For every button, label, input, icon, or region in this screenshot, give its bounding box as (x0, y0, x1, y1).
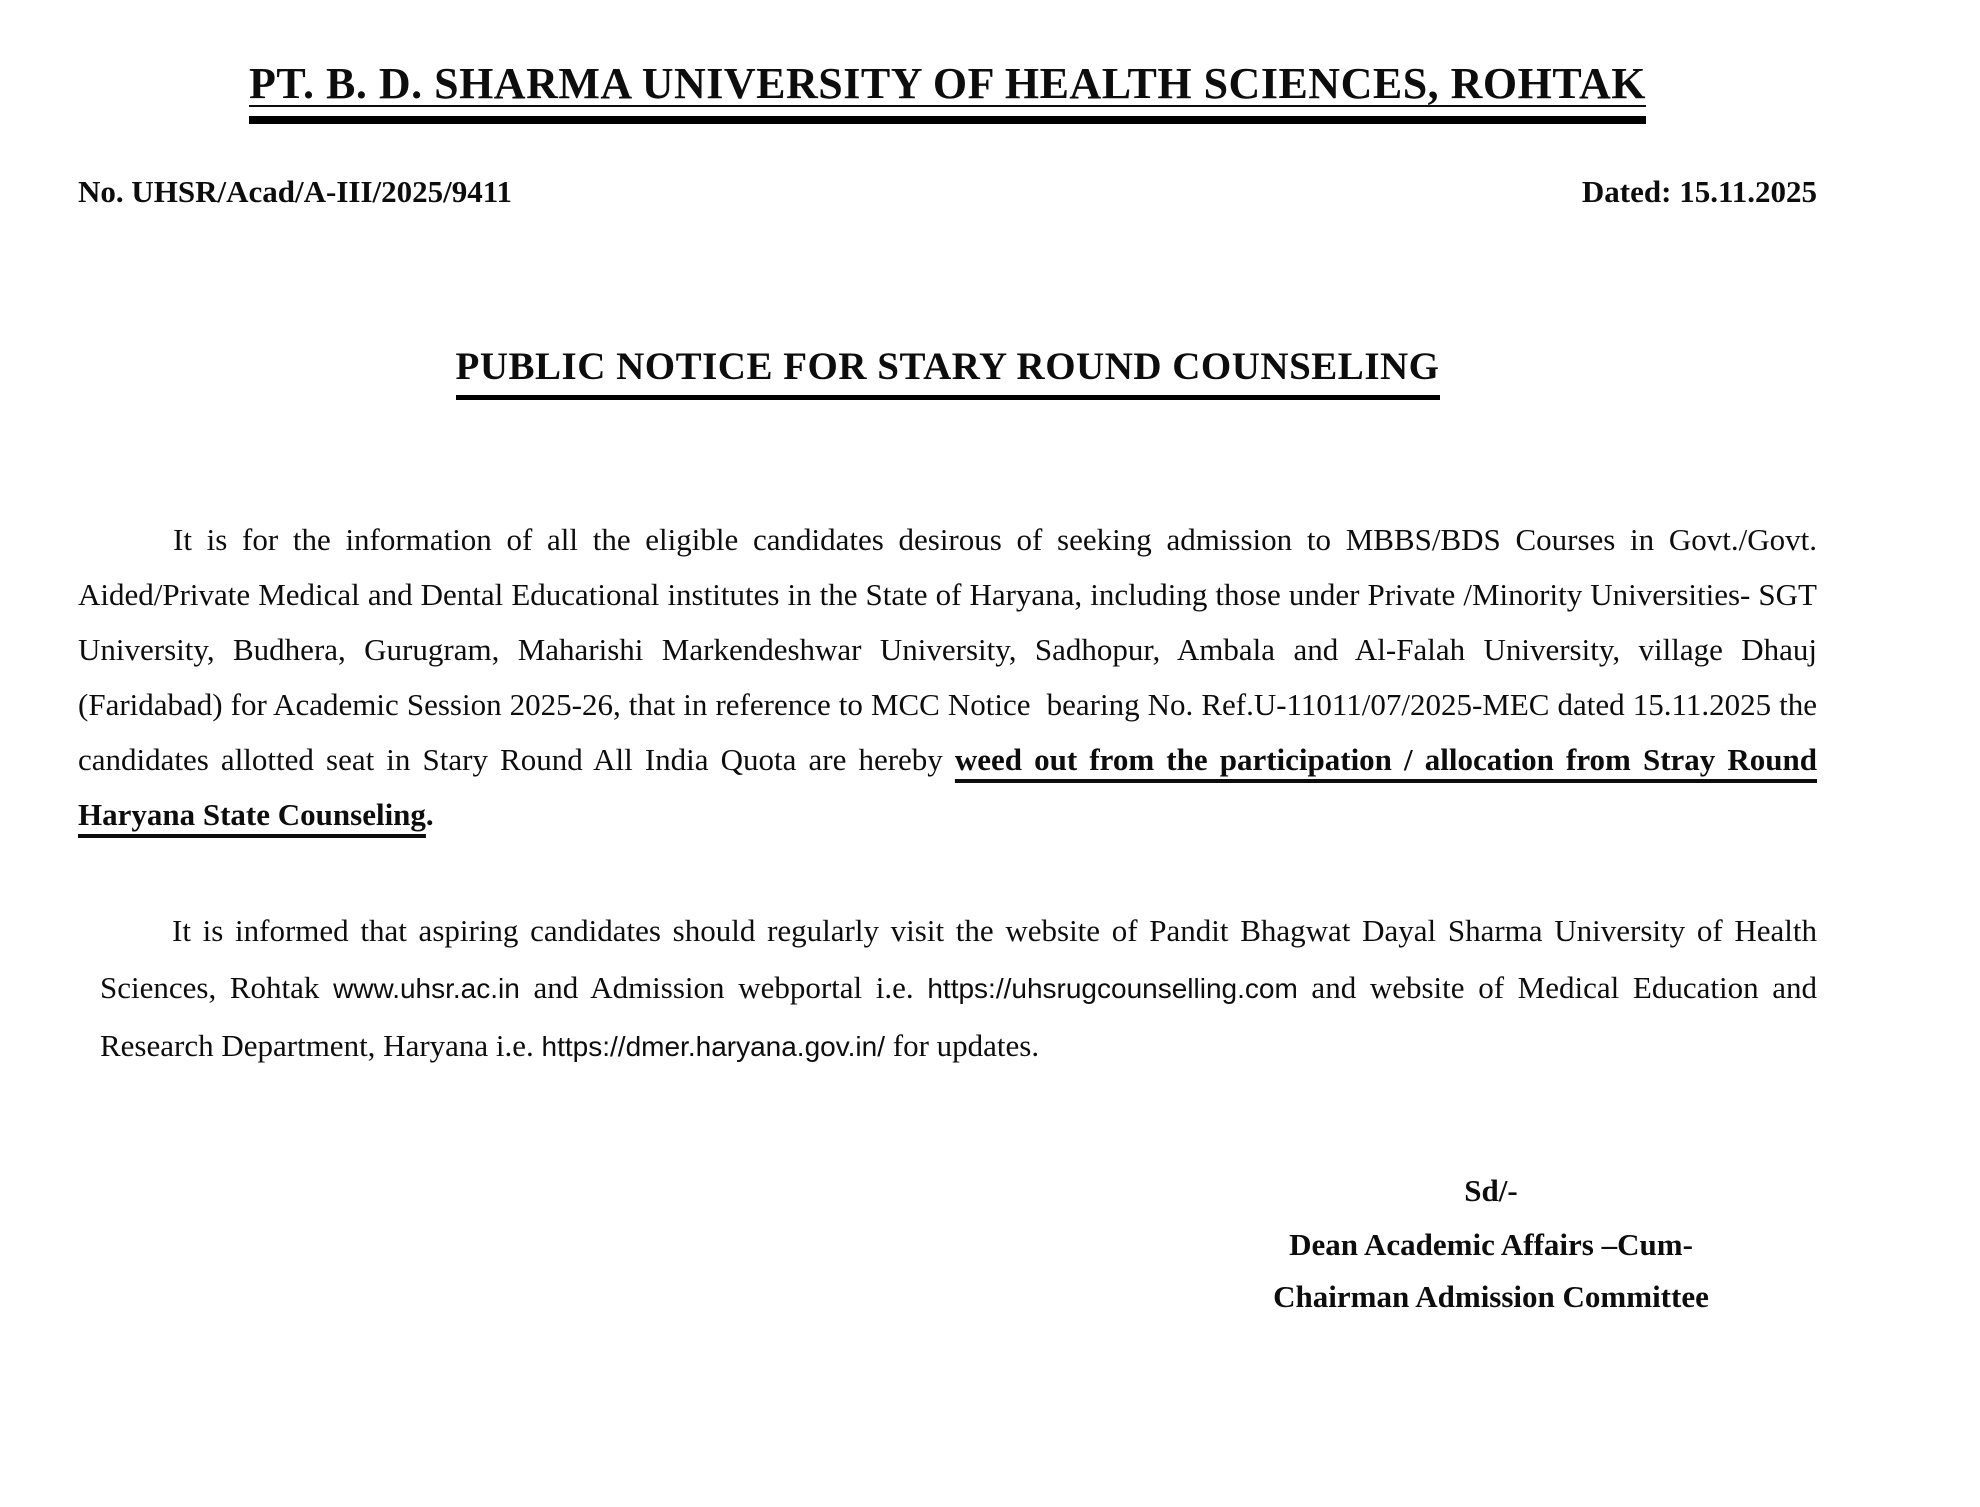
para2-body-text: and Admission webportal i.e. (519, 970, 928, 1005)
signatory-title-chairman: Chairman Admission Committee (1273, 1279, 1709, 1314)
uhsr-website-url: www.uhsr.ac.in (333, 973, 520, 1004)
reference-number: No. UHSR/Acad/A-III/2025/9411 (78, 174, 513, 209)
sd-label: Sd/- (1464, 1173, 1518, 1208)
para1-ending-period: . (425, 797, 434, 832)
notice-paragraph-1 (78, 512, 1817, 842)
dmer-website-url: https://dmer.haryana.gov.in/ (541, 1031, 885, 1062)
reference-row (78, 174, 1817, 210)
signature-block (1171, 1165, 1811, 1323)
para2-body-text: and website of Medical Education and Research Department, Haryana i.e. (100, 970, 1817, 1063)
counselling-webportal-url: https://uhsrugcounselling.com (927, 973, 1298, 1004)
document-header (78, 58, 1817, 124)
dated-label: Dated: 15.11.2025 (1581, 174, 1817, 209)
para2-body-text: It is informed that aspiring candidates should regularly visit the website of Pandit Bhagwat Dayal Sharma University of Health Sciences, Rohtak (100, 913, 1817, 1005)
notice-title-wrap (78, 344, 1817, 400)
university-title: PT. B. D. SHARMA UNIVERSITY OF HEALTH SCIENCES, ROHTAK (249, 58, 1646, 124)
notice-paragraph-2 (100, 902, 1817, 1075)
notice-title: PUBLIC NOTICE FOR STARY ROUND COUNSELING (456, 344, 1440, 400)
para1-body-text: It is for the information of all the eligible candidates desirous of seeking admission to MBBS/BDS Courses in Govt./Govt. Aided/Private Medical and Dental Educational institutes in the State of Haryana, including those under Private /Minority Universities- SGT University, Budhera, Gurugram, Maharishi Markendeshwar University, Sadhopur, Ambala and Al-Falah University, village Dhauj (Faridabad) for Academic Session 2025-26, that in reference to MCC Notice bearing No. Ref.U-11011/07/2025-MEC dated 15.11.2025 the candidates allotted seat in Stary Round All India Quota are hereby (78, 522, 1817, 777)
para1-emphasized-text: weed out from the participation / allocation from Stray Round Haryana State Counseling (78, 742, 1817, 832)
signatory-title-dean: Dean Academic Affairs –Cum- (1289, 1227, 1693, 1262)
para2-body-text: for updates. (885, 1028, 1040, 1063)
